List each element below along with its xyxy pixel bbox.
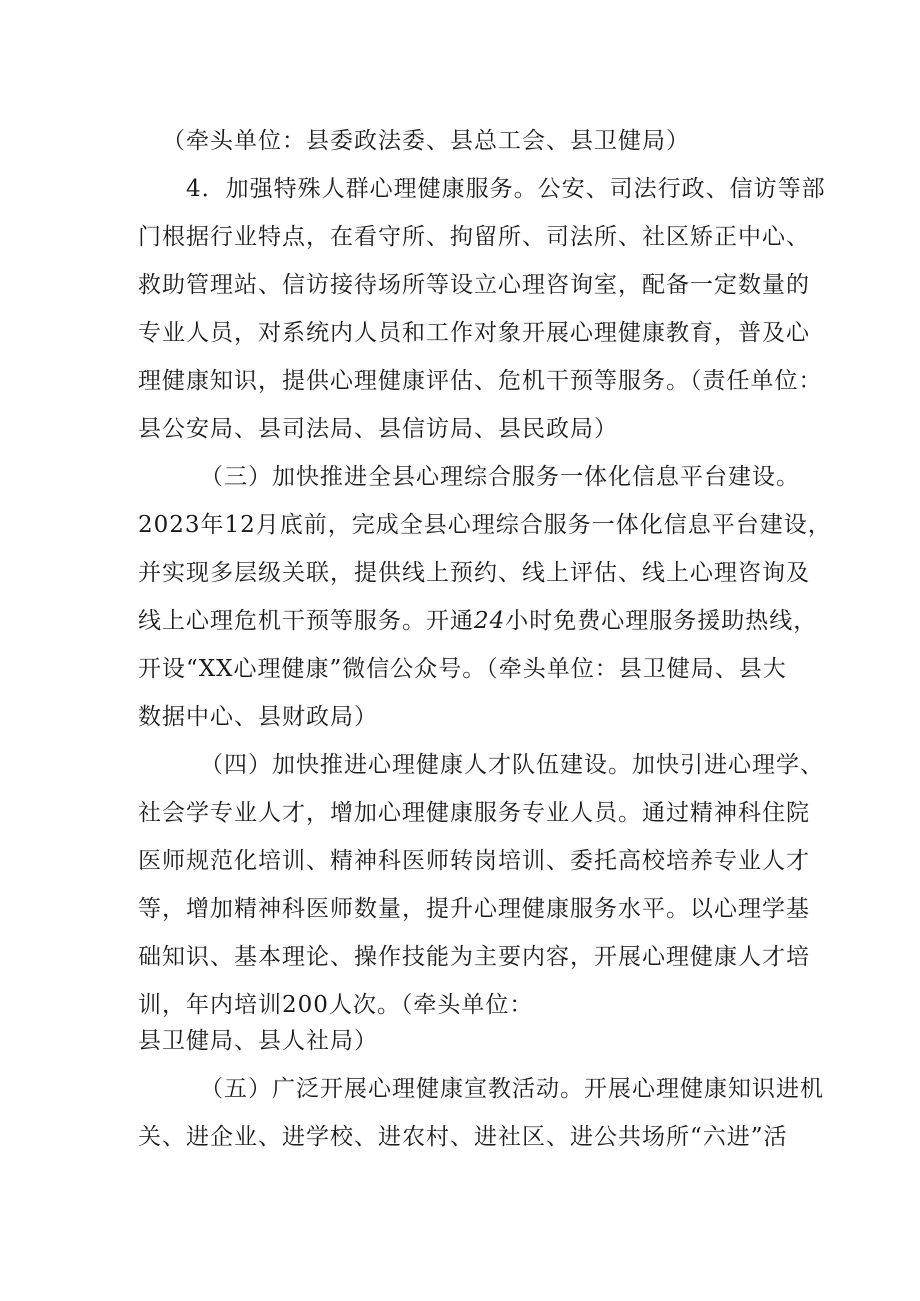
- paragraph-line: 础知识、基本理论、操作技能为主要内容，开展心理健康人才培: [138, 944, 810, 970]
- section-heading-line: （五）广泛开展心理健康宣教活动。开展心理健康知识进机: [200, 1076, 824, 1102]
- paragraph-line: 数据中心、县财政局）: [138, 704, 378, 730]
- section-heading-line: （三）加快推进全县心理综合服务一体化信息平台建设。: [200, 464, 800, 490]
- paragraph-line: 救助管理站、信访接待场所等设立心理咨询室，配备一定数量的: [138, 272, 810, 298]
- paragraph-line: 专业人员，对系统内人员和工作对象开展心理健康教育，普及心: [138, 320, 810, 346]
- paragraph-line: 社会学专业人才，增加心理健康服务专业人员。通过精神科住院: [138, 800, 810, 826]
- paragraph-line: 关、进企业、进学校、进农村、进社区、进公共场所“六进”活: [138, 1124, 788, 1150]
- paragraph-line: （牵头单位：县委政法委、县总工会、县卫健局）: [162, 128, 690, 154]
- paragraph-line: 开设“XX心理健康”微信公众号。（牵头单位：县卫健局、县大: [138, 656, 787, 682]
- line-segment: 小时免费心理服务援助热线，: [505, 608, 818, 634]
- paragraph-line: 2023年12月底前，完成全县心理综合服务一体化信息平台建设，: [138, 512, 832, 538]
- hotline-hours: 24: [474, 608, 506, 634]
- paragraph-line: 县公安局、县司法局、县信访局、县民政局）: [138, 416, 618, 442]
- paragraph-line: 医师规范化培训、精神科医师转岗培训、委托高校培养专业人才: [138, 848, 810, 874]
- paragraph-line: 县卫健局、县人社局）: [138, 1028, 378, 1054]
- paragraph-line: 4．加强特殊人群心理健康服务。公安、司法行政、信访等部: [186, 176, 826, 202]
- paragraph-line: 理健康知识，提供心理健康评估、危机干预等服务。（责任单位：: [138, 368, 823, 394]
- paragraph-line: 并实现多层级关联，提供线上预约、线上评估、线上心理咨询及: [138, 560, 810, 586]
- line-segment: 线上心理危机干预等服务。开通: [138, 608, 474, 634]
- paragraph-line: 等，增加精神科医师数量，提升心理健康服务水平。以心理学基: [138, 896, 810, 922]
- paragraph-line: 门根据行业特点，在看守所、拘留所、司法所、社区矫正中心、: [138, 224, 810, 250]
- paragraph-line: [138, 606, 817, 636]
- section-heading-line: （四）加快推进心理健康人才队伍建设。加快引进心理学、: [200, 752, 824, 778]
- paragraph-line: 训，年内培训200人次。（牵头单位：: [138, 992, 534, 1018]
